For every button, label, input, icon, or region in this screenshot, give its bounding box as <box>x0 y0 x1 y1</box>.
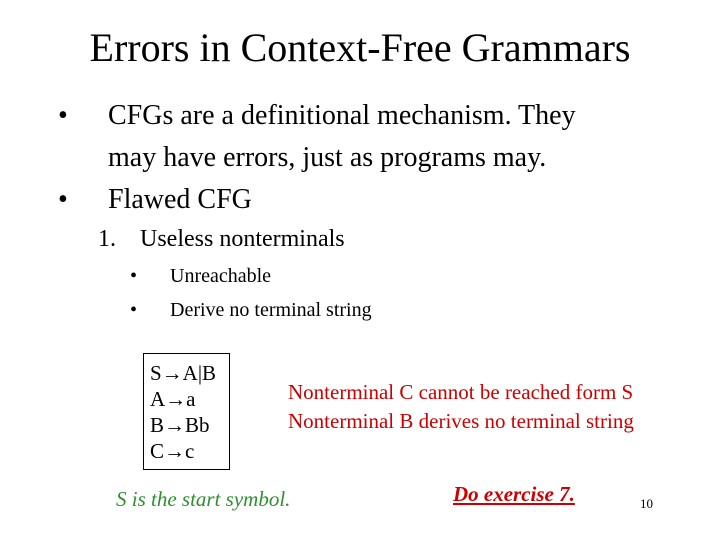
grammar-rule: B→Bb <box>150 413 210 437</box>
sub-bullet-marker: • <box>130 299 138 321</box>
bullet-text-line: Flawed CFG <box>108 184 252 215</box>
grammar-rule: C→c <box>150 439 195 463</box>
sub-bullet-text: Unreachable <box>170 265 272 287</box>
bullet-text-line: may have errors, just as programs may. <box>108 142 547 173</box>
numbered-marker: 1. <box>98 226 116 252</box>
sub-bullet-marker: • <box>130 265 138 287</box>
bullet-marker: • <box>58 100 68 131</box>
grammar-rule: A→a <box>150 387 196 411</box>
grammar-rules-box <box>143 353 230 470</box>
slide-title: Errors in Context-Free Grammars <box>89 25 631 70</box>
numbered-item-text: Useless nonterminals <box>140 226 345 252</box>
bullet-text-line: CFGs are a definitional mechanism. They <box>108 100 576 131</box>
exercise-link[interactable]: Do exercise 7. <box>453 482 575 506</box>
bullet-marker: • <box>58 184 68 215</box>
grammar-rule: S→A|B <box>150 361 217 385</box>
note-line: Nonterminal C cannot be reached form S <box>288 380 634 404</box>
note-line: Nonterminal B derives no terminal string <box>288 409 634 433</box>
start-symbol-note: S is the start symbol. <box>116 487 291 511</box>
sub-bullet-text: Derive no terminal string <box>170 299 372 321</box>
page-number: 10 <box>640 496 653 511</box>
notes <box>288 378 634 436</box>
